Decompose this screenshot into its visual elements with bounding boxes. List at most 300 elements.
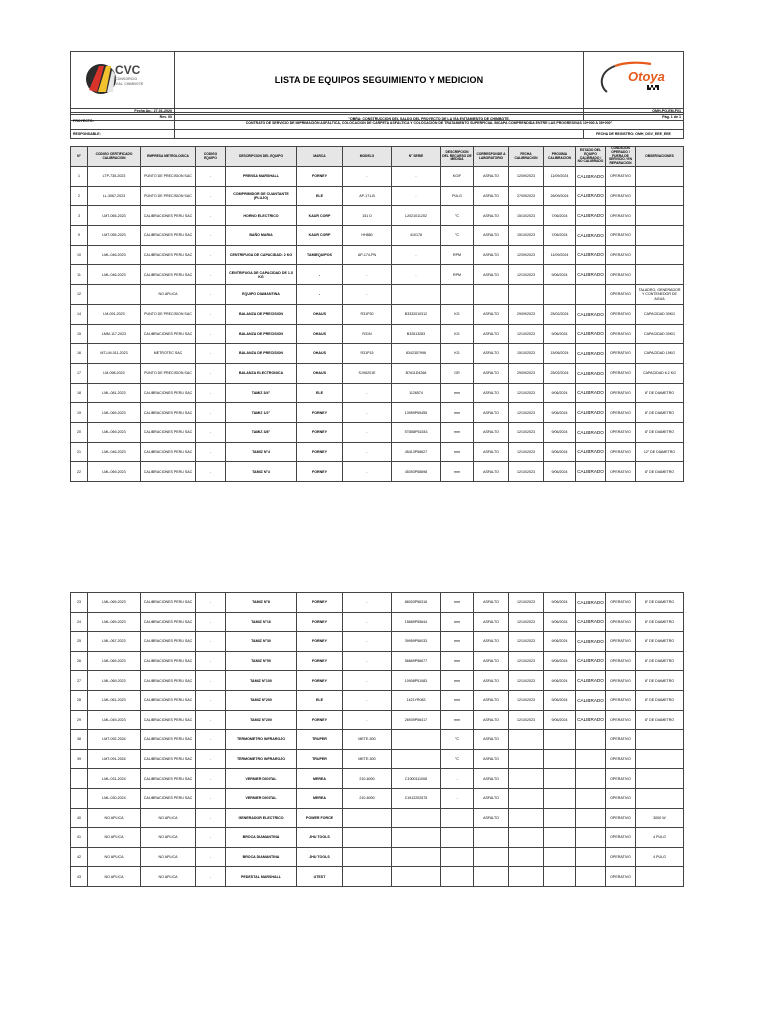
table-cell: CALIBRADO — [576, 651, 606, 671]
equipment-table-2 — [70, 592, 684, 887]
table-cell: - — [196, 710, 226, 730]
table-cell: - — [196, 671, 226, 691]
table-cell — [392, 749, 441, 769]
table-cell: 20 — [71, 422, 88, 442]
table-cell: ASFALTO — [474, 651, 509, 671]
table-cell: BALANZA ELECTRONICA — [226, 363, 297, 383]
table-cell: LM-091-2023 — [88, 304, 141, 324]
table-cell: ASFALTO — [474, 344, 509, 364]
table-cell: OPERATIVO — [606, 344, 636, 364]
table-cell: 8" DE DIAMETRO — [636, 671, 684, 691]
table-cell: - — [196, 265, 226, 285]
table-row — [71, 612, 684, 632]
table-cell: - — [297, 285, 343, 305]
table-cell: OPERATIVO — [606, 363, 636, 383]
table-cell: NO APLICA — [88, 808, 141, 828]
table-cell: 17 — [71, 363, 88, 383]
table-cell: 9/06/2024 — [544, 265, 576, 285]
table-cell: OHAUS — [297, 304, 343, 324]
table-cell: EQUIPO DIAMANTINA — [226, 285, 297, 305]
table-cell — [576, 749, 606, 769]
table-cell: - — [343, 442, 392, 462]
column-header: CORRESPONDE A LABORATORIO — [474, 147, 509, 167]
table-cell: 7/06/2024 — [544, 206, 576, 226]
table-cell: - — [196, 324, 226, 344]
table-cell — [576, 847, 606, 867]
table-cell: PRENSA MARSHALL — [226, 167, 297, 187]
table-cell: 15/10/2023 — [509, 206, 544, 226]
column-header: N° SERIE — [392, 147, 441, 167]
table-cell: NO APLICA — [88, 847, 141, 867]
table-cell: OHAUS — [297, 344, 343, 364]
table-cell: - — [196, 828, 226, 848]
table-cell: FORNEY — [297, 651, 343, 671]
document-code: OMH-PG-EM-F01 — [584, 109, 684, 115]
table-cell: NO APLICA — [141, 867, 196, 887]
table-cell: TRUPER — [297, 749, 343, 769]
table-cell: 12/10/2023 — [509, 612, 544, 632]
table-cell: ASFALTO — [474, 710, 509, 730]
table-cell: HH880 — [343, 226, 392, 246]
table-cell: CALIBRACIONES PERU SAC — [141, 651, 196, 671]
table-cell — [544, 769, 576, 789]
table-cell: MT-LM-011-2023 — [88, 344, 141, 364]
table-cell: R31P15 — [343, 344, 392, 364]
table-cell: OPERATIVO — [606, 808, 636, 828]
table-cell: - — [196, 344, 226, 364]
table-cell: CALIBRADO — [576, 245, 606, 265]
table-cell: ASFALTO — [474, 612, 509, 632]
table-cell: KG — [441, 304, 474, 324]
table-cell: 13959P65455 — [392, 403, 441, 423]
table-cell — [71, 788, 88, 808]
table-cell — [343, 808, 392, 828]
table-cell: 151 D — [343, 206, 392, 226]
table-cell: CENTRIFUGA DE CAPACIDAD: 2 KG — [226, 245, 297, 265]
table-cell: B32613283 — [392, 324, 441, 344]
responsable-label: RESPONSABLE: — [71, 130, 175, 139]
table-cell: 12/09/2023 — [509, 167, 544, 187]
table-cell: CALIBRACIONES PERU SAC — [141, 324, 196, 344]
table-cell: POWER FORCE — [297, 808, 343, 828]
table-cell: - — [196, 167, 226, 187]
table-cell: 24 — [71, 612, 88, 632]
table-cell: 8" DE DIAMETRO — [636, 593, 684, 613]
table-cell: mm — [441, 671, 474, 691]
column-header: CODIGO CERTIFICADO CALIBRACION — [88, 147, 141, 167]
table-cell: OHAUS — [297, 324, 343, 344]
table-cell: OPERATIVO — [606, 403, 636, 423]
table-body — [71, 167, 684, 482]
table-row — [71, 442, 684, 462]
table-cell: 9 — [71, 226, 88, 246]
table-cell: CALIBRADO — [576, 226, 606, 246]
table-cell: CALIBRACIONES PERU SAC — [141, 383, 196, 403]
table-cell: TERMOMETRO INFRAROJO — [226, 749, 297, 769]
table-cell — [509, 867, 544, 887]
table-cell — [441, 847, 474, 867]
table-row — [71, 710, 684, 730]
table-cell — [544, 788, 576, 808]
table-cell: mm — [441, 690, 474, 710]
table-cell: 45393P58698 — [392, 462, 441, 482]
table-cell — [636, 245, 684, 265]
table-cell: BROCA DIAMANTINA — [226, 847, 297, 867]
table-row — [71, 749, 684, 769]
table-cell: 9/06/2024 — [544, 403, 576, 423]
table-cell: OPERATIVO — [606, 651, 636, 671]
table-cell: TAMIZ N°16 — [226, 612, 297, 632]
table-cell: - — [196, 304, 226, 324]
table-cell: NO APLICA — [88, 828, 141, 848]
table-cell: PUNTO DE PRECISION SAC — [141, 363, 196, 383]
table-cell: ASFALTO — [474, 730, 509, 750]
table-cell: LML-069-2023 — [88, 403, 141, 423]
table-cell: OPERATIVO — [606, 265, 636, 285]
table-cell: 2 — [71, 186, 88, 206]
table-cell: - — [343, 285, 392, 305]
otoya-brand: Otoya — [628, 69, 665, 84]
table-cell: 56669P56677 — [392, 651, 441, 671]
table-cell: CALIBRACIONES PERU SAC — [141, 612, 196, 632]
table-cell: CALIBRADO — [576, 167, 606, 187]
table-cell: LML-061-2023 — [88, 690, 141, 710]
table-cell: 210-6000 — [343, 788, 392, 808]
table-cell: BAÑO MARIA — [226, 226, 297, 246]
table-cell: mm — [441, 632, 474, 652]
table-cell: ASFALTO — [474, 186, 509, 206]
table-cell: OPERATIVO — [606, 245, 636, 265]
cvc-brand: CVC — [115, 63, 141, 77]
table-cell: CALIBRACIONES PERU SAC — [141, 632, 196, 652]
table-cell: OPERATIVO — [606, 612, 636, 632]
table-cell: - — [196, 186, 226, 206]
table-cell: 12/10/2023 — [509, 422, 544, 442]
table-row — [71, 690, 684, 710]
table-cell — [636, 186, 684, 206]
table-cell: TAMIZ 3/8" — [226, 422, 297, 442]
table-cell — [544, 847, 576, 867]
table-cell: - — [196, 867, 226, 887]
table-cell: CALIBRADO — [576, 671, 606, 691]
table-cell — [509, 285, 544, 305]
table-cell: ASFALTO — [474, 304, 509, 324]
otoya-logo — [584, 52, 684, 109]
table-cell: CALIBRACIONES PERU SAC — [141, 422, 196, 442]
table-cell: 15/10/2023 — [509, 344, 544, 364]
table-cell: CALIBRACIONES PERU SAC — [141, 593, 196, 613]
table-cell: SJX6201E — [343, 363, 392, 383]
table-cell: ASFALTO — [474, 324, 509, 344]
table-cell: 8342357996 — [392, 344, 441, 364]
table-cell: TERMOMETRO INFRAROJO — [226, 730, 297, 750]
table-cell: 25/02/2024 — [544, 363, 576, 383]
table-cell: LMT-092-2024 — [88, 730, 141, 750]
project-line-2: CONTRATO DE SERVICIO DE IMPRIMACIÓN ASFÁLTICA, COLOCACION DE CARPETA ASFÁLTICA Y COLOCACIÓN DE TRATAMIENTO SUPERFICIAL BICAPA COMPRENDIDA ENTRE LAS PROGRESIVAS 10+000 A 35+000" — [245, 121, 613, 125]
table-cell: mm — [441, 612, 474, 632]
table-cell: ASFALTO — [474, 632, 509, 652]
table-cell: - — [343, 265, 392, 285]
table-cell: LML-046-2023 — [88, 245, 141, 265]
table-cell: 29/09/2023 — [509, 304, 544, 324]
table-row — [71, 226, 684, 246]
table-cell: FORNEY — [297, 422, 343, 442]
table-cell: PUNTO DE PRECISION SAC — [141, 186, 196, 206]
table-cell: LML-081-2023 — [88, 383, 141, 403]
table-cell: LL-3067-2023 — [88, 186, 141, 206]
table-cell: 9/06/2024 — [544, 651, 576, 671]
table-cell: 8" DE DIAMETRO — [636, 710, 684, 730]
table-cell: mm — [441, 462, 474, 482]
table-cell: 12/10/2023 — [509, 710, 544, 730]
table-cell: - — [343, 612, 392, 632]
table-cell — [71, 769, 88, 789]
table-cell: CALIBRADO — [576, 265, 606, 285]
table-cell: CALIBRADO — [576, 593, 606, 613]
table-cell: 11/09/2024 — [544, 167, 576, 187]
table-cell: 410178 — [392, 226, 441, 246]
proyecto-label: PROYECTO: — [71, 113, 175, 130]
table-row — [71, 651, 684, 671]
table-cell: ASFALTO — [474, 808, 509, 828]
table-cell: 12/10/2023 — [509, 324, 544, 344]
table-cell: LM-098-2023 — [88, 363, 141, 383]
table-cell: OPERATIVO — [606, 690, 636, 710]
table-cell: 15/10/2023 — [509, 226, 544, 246]
table-cell: 9/06/2024 — [544, 383, 576, 403]
table-cell: CALIBRACIONES PERU SAC — [141, 265, 196, 285]
table-cell: - — [343, 690, 392, 710]
table-cell: 12/10/2023 — [509, 462, 544, 482]
table-cell: 8" DE DIAMETRO — [636, 383, 684, 403]
table-cell: 9/06/2024 — [544, 690, 576, 710]
table-cell: OPERATIVO — [606, 383, 636, 403]
table-cell: C1912202575 — [392, 788, 441, 808]
project-line-1: "OBRA: CONSTRUCCION DEL SALDO DEL PROYECTO DE LA VÍA EVITAMIENTO DE CHIMBOTE. — [348, 116, 510, 121]
table-cell: CALIBRADO — [576, 363, 606, 383]
table-cell: 25/02/2024 — [544, 304, 576, 324]
table-cell: - — [392, 167, 441, 187]
table-cell: TAMIZ N°200 — [226, 690, 297, 710]
table-cell: CALIBRADO — [576, 304, 606, 324]
table-cell — [474, 847, 509, 867]
table-cell: 22 — [71, 462, 88, 482]
table-cell: R31N — [343, 324, 392, 344]
responsable-value — [175, 130, 584, 139]
table-cell: 8" DE DIAMETRO — [636, 612, 684, 632]
table-cell: METROTEC SAC — [141, 344, 196, 364]
table-cell — [343, 847, 392, 867]
table-cell: R31P30 — [343, 304, 392, 324]
table-cell: - — [196, 245, 226, 265]
table-cell: °C — [441, 749, 474, 769]
table-cell — [509, 730, 544, 750]
table-cell: FORNEY — [297, 403, 343, 423]
table-cell: VERNIER DIGITAL — [226, 769, 297, 789]
table-cell: - — [196, 690, 226, 710]
table-cell: B7611D4268 — [392, 363, 441, 383]
table-cell: OPERATIVO — [606, 828, 636, 848]
table-cell: 12/10/2023 — [509, 442, 544, 462]
table-cell: TAMIEQUIPOS — [297, 245, 343, 265]
table-cell — [636, 769, 684, 789]
cvc-logo — [71, 52, 175, 109]
table-row — [71, 265, 684, 285]
table-cell — [392, 285, 441, 305]
table-cell: LMT-091-2024 — [88, 749, 141, 769]
table-cell: 29/09/2023 — [509, 363, 544, 383]
table-cell: PULG — [441, 186, 474, 206]
table-cell: - — [343, 593, 392, 613]
table-cell: LML-030-2024 — [88, 788, 141, 808]
table-cell: - — [343, 383, 392, 403]
column-header: ESTADO DEL EQUIPO CALIBRADO / NO CALIBRADO — [576, 147, 606, 167]
table-cell: OPERATIVO — [606, 632, 636, 652]
table-cell: - — [343, 710, 392, 730]
table-cell: FORNEY — [297, 671, 343, 691]
table-cell: LML-067-2023 — [88, 632, 141, 652]
table-cell: 41 — [71, 828, 88, 848]
table-cell: PEDESTAL MARSHALL — [226, 867, 297, 887]
table-cell: - — [392, 265, 441, 285]
table-row — [71, 285, 684, 305]
table-cell — [88, 285, 141, 305]
table-row — [71, 788, 684, 808]
table-cell: mm — [441, 710, 474, 730]
table-cell — [636, 730, 684, 750]
table-cell: OPERATIVO — [606, 167, 636, 187]
table-cell: RPM — [441, 265, 474, 285]
table-cell — [636, 867, 684, 887]
column-header: DESCRIPCION DEL EQUIPO — [226, 147, 297, 167]
table-cell: CALIBRADO — [576, 206, 606, 226]
table-cell: 9/06/2024 — [544, 671, 576, 691]
table-cell: 12 — [71, 285, 88, 305]
table-cell: ASFALTO — [474, 749, 509, 769]
table-cell: OPERATIVO — [606, 730, 636, 750]
table-cell: CALIBRACIONES PERU SAC — [141, 226, 196, 246]
table-cell: L2021011202 — [392, 206, 441, 226]
project-description — [175, 113, 684, 130]
table-cell: - — [196, 285, 226, 305]
table-cell: 4 PULG — [636, 828, 684, 848]
table-cell — [544, 730, 576, 750]
table-body — [71, 593, 684, 887]
table-cell: ASFALTO — [474, 403, 509, 423]
table-row — [71, 828, 684, 848]
table-cell: LTP-735-2023 — [88, 167, 141, 187]
table-cell: - — [343, 462, 392, 482]
table-cell: ASFALTO — [474, 245, 509, 265]
column-header: MODELO — [343, 147, 392, 167]
table-cell: - — [196, 847, 226, 867]
table-cell: CAPACIDAD 30KG — [636, 324, 684, 344]
column-header: DESCRIPCION DEL RECURSO DE MEDIDA — [441, 147, 474, 167]
table-row — [71, 344, 684, 364]
table-cell: - — [196, 730, 226, 750]
table-cell: - — [343, 422, 392, 442]
table-cell: GENERADOR ELECTRICO — [226, 808, 297, 828]
table-cell: ASFALTO — [474, 422, 509, 442]
table-cell: 1 — [71, 167, 88, 187]
table-cell — [392, 808, 441, 828]
table-cell: CALIBRACIONES PERU SAC — [141, 710, 196, 730]
table-cell: UTEST — [297, 867, 343, 887]
table-cell — [576, 808, 606, 828]
table-cell: ASFALTO — [474, 690, 509, 710]
table-cell: 9/06/2024 — [544, 710, 576, 730]
table-cell: - — [196, 808, 226, 828]
table-cell: 15 — [71, 324, 88, 344]
table-cell: 12/10/2023 — [509, 690, 544, 710]
table-cell — [544, 285, 576, 305]
table-cell: 26/09/2024 — [544, 186, 576, 206]
table-cell — [636, 265, 684, 285]
table-cell: 12/10/2023 — [509, 671, 544, 691]
table-cell: ELE — [297, 383, 343, 403]
table-cell: 45413P56627 — [392, 442, 441, 462]
table-cell — [509, 769, 544, 789]
table-cell: FORNEY — [297, 593, 343, 613]
table-cell: 8" DE DIAMETRO — [636, 422, 684, 442]
table-cell — [343, 828, 392, 848]
table-cell: ASFALTO — [474, 442, 509, 462]
table-cell: JHU TOOLS — [297, 828, 343, 848]
table-cell: - — [196, 462, 226, 482]
column-header: FECHA CALIBRACION — [509, 147, 544, 167]
table-cell — [636, 749, 684, 769]
table-cell: - — [392, 186, 441, 206]
table-cell: 9/06/2024 — [544, 612, 576, 632]
table-cell: - — [441, 769, 474, 789]
table-cell: FORNEY — [297, 710, 343, 730]
table-cell: NO APLICA — [141, 847, 196, 867]
table-cell: 1421YR083 — [392, 690, 441, 710]
table-cell: TAMIZ N°4 — [226, 442, 297, 462]
table-cell: 8" DE DIAMETRO — [636, 690, 684, 710]
table-cell: OPERATIVO — [606, 304, 636, 324]
table-cell: CALIBRACIONES PERU SAC — [141, 245, 196, 265]
table-cell: - — [196, 632, 226, 652]
table-cell: - — [343, 167, 392, 187]
table-cell — [576, 730, 606, 750]
table-cell: MEREA — [297, 788, 343, 808]
table-cell — [544, 749, 576, 769]
table-cell — [509, 847, 544, 867]
table-cell: OPERATIVO — [606, 867, 636, 887]
table-row — [71, 593, 684, 613]
table-cell: CALIBRADO — [576, 462, 606, 482]
table-cell: 12/10/2023 — [509, 383, 544, 403]
table-cell: mm — [441, 651, 474, 671]
table-cell: BALANZA DE PRECISION — [226, 344, 297, 364]
table-cell: - — [196, 769, 226, 789]
table-cell: 23 — [71, 593, 88, 613]
table-cell: 3 — [71, 206, 88, 226]
table-cell: ST858P51543 — [392, 422, 441, 442]
table-cell: 86003P56316 — [392, 593, 441, 613]
table-cell: 9/06/2024 — [544, 442, 576, 462]
table-cell: 26 — [71, 651, 88, 671]
table-cell: 12/10/2023 — [509, 265, 544, 285]
table-cell: - — [297, 265, 343, 285]
table-cell: OPERATIVO — [606, 226, 636, 246]
table-cell — [509, 788, 544, 808]
table-cell: TAMIZ N°50 — [226, 651, 297, 671]
table-cell: LMT-065-2023 — [88, 206, 141, 226]
table-cell — [576, 828, 606, 848]
table-row — [71, 245, 684, 265]
